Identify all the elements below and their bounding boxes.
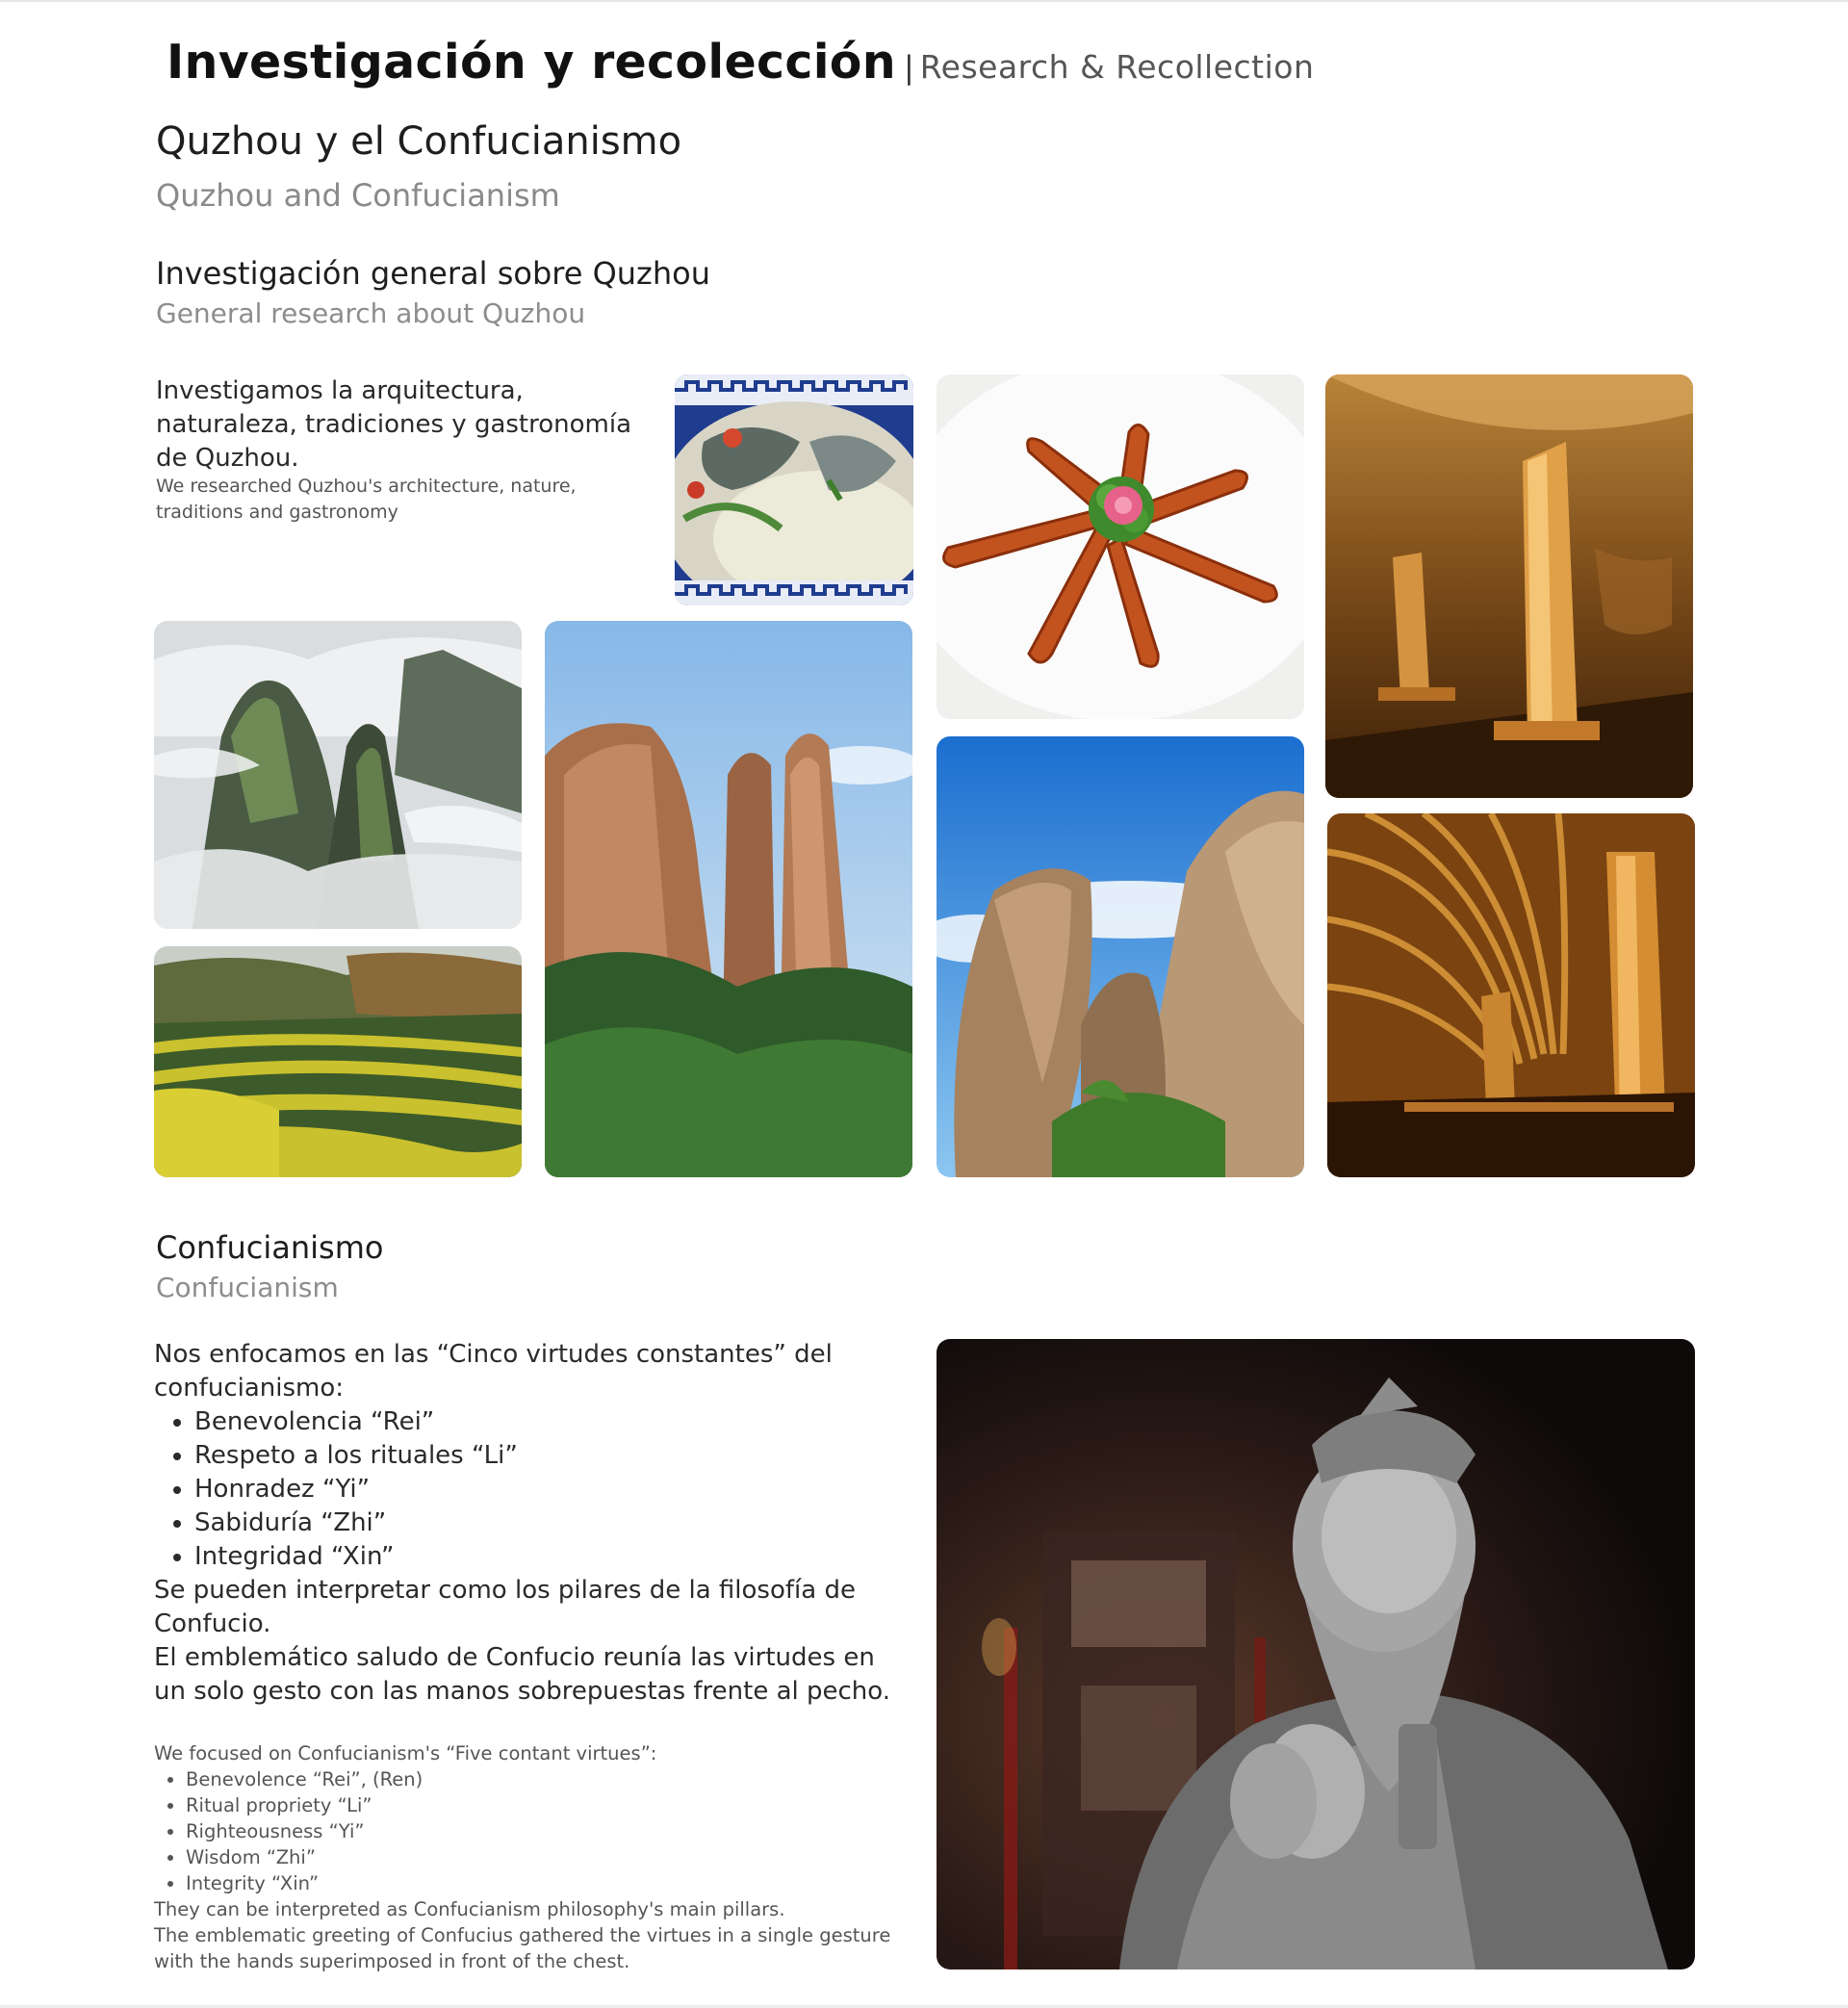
mountain-peaks-photo (545, 621, 912, 1177)
fish-soup-photo (675, 374, 913, 605)
grotto-pillars-photo (1325, 374, 1693, 798)
rapeseed-terraces-photo (154, 946, 522, 1177)
virtues-pillars: Se pueden interpretar como los pilares de la filosofía de Confucio. (154, 1576, 856, 1638)
confucianism-text (154, 1338, 905, 1709)
confucianism-text-english (154, 1740, 924, 1974)
virtues-intro: Nos enfocamos en las “Cinco virtudes constantes” del confucianismo: (154, 1340, 833, 1403)
virtue-item: • Respeto a los rituales “Li” (194, 1439, 905, 1473)
confucius-statue-photo (937, 1339, 1695, 1969)
virtue-item-english: • Ritual propriety “Li” (186, 1792, 924, 1818)
virtue-item: • Honradez “Yi” (194, 1473, 905, 1506)
top-divider (0, 0, 1848, 2)
virtues-greeting-english: The emblematic greeting of Confucius gathered the virtues in a single gesture with the hands superimposed in front of the chest. (154, 1924, 891, 1972)
page-header (167, 35, 1314, 90)
confucianism-heading-english: Confucianism (156, 1272, 339, 1303)
title-separator: | (903, 49, 914, 86)
virtue-item-english: • Righteousness “Yi” (186, 1818, 924, 1844)
virtues-list-english (154, 1766, 924, 1896)
general-research-text: Investigamos la arquitectura, naturaleza, tradiciones y gastronomía de Quzhou. (156, 376, 632, 473)
general-research-text-english: We researched Quzhou's architecture, nature, traditions and gastronomy (156, 476, 577, 523)
general-research-heading-english: General research about Quzhou (156, 297, 586, 329)
virtues-greeting: El emblemático saludo de Confucio reunía las virtudes en un solo gesto con las manos sobrepuestas frente al pecho. (154, 1643, 890, 1706)
section-title: Quzhou y el Confucianismo (156, 119, 682, 164)
virtue-item: • Sabiduría “Zhi” (194, 1506, 905, 1540)
page-title: Investigación y recolección (167, 35, 896, 90)
virtues-list (154, 1405, 905, 1574)
section-title-english: Quzhou and Confucianism (156, 177, 560, 214)
grotto-walls-photo (1327, 813, 1695, 1177)
virtue-item: • Integridad “Xin” (194, 1540, 905, 1574)
page-title-english: Research & Recollection (919, 48, 1315, 86)
virtue-item-english: • Benevolence “Rei”, (Ren) (186, 1766, 924, 1792)
virtue-item: • Benevolencia “Rei” (194, 1405, 905, 1439)
misty-mountains-photo (154, 621, 522, 929)
confucianism-heading: Confucianismo (156, 1229, 384, 1266)
virtue-item-english: • Wisdom “Zhi” (186, 1844, 924, 1870)
virtues-pillars-english: They can be interpreted as Confucianism philosophy's main pillars. (154, 1898, 785, 1920)
granite-rocks-photo (937, 736, 1304, 1177)
virtues-intro-english: We focused on Confucianism's “Five contant virtues”: (154, 1742, 657, 1764)
duck-dish-photo (937, 374, 1304, 719)
virtue-item-english: • Integrity “Xin” (186, 1870, 924, 1896)
general-research-heading: Investigación general sobre Quzhou (156, 255, 710, 292)
